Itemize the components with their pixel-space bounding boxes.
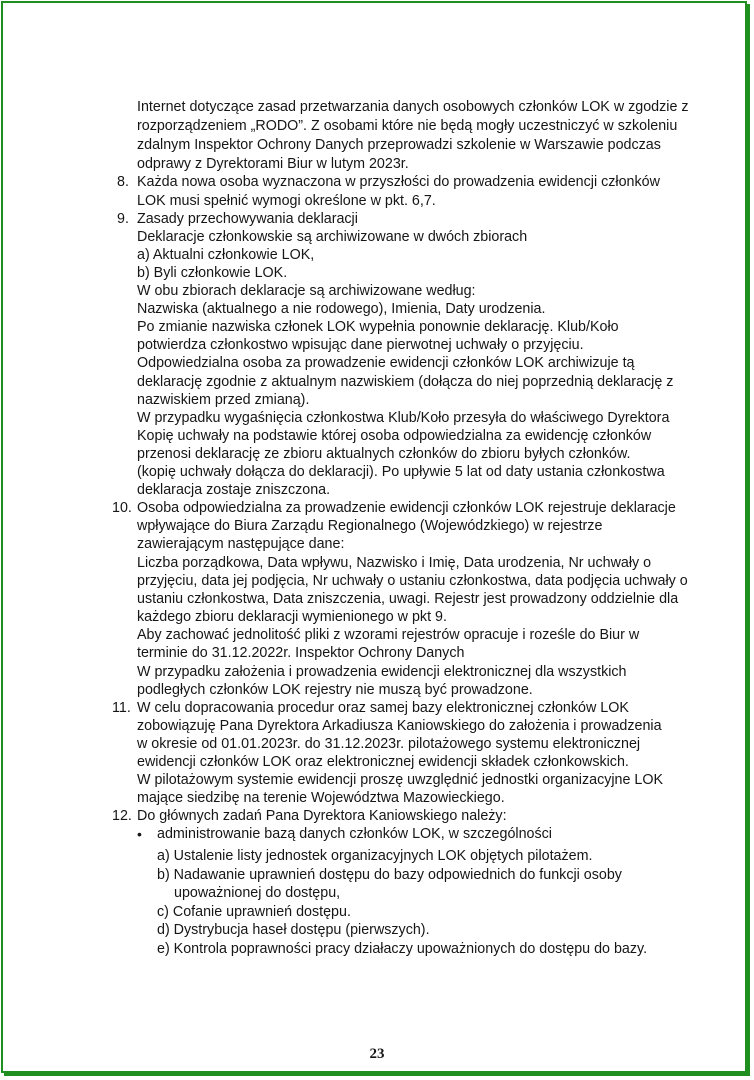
text-line: W przypadku założenia i prowadzenia ewidencji elektronicznej dla wszystkich (137, 664, 627, 680)
list-item: a) Aktualni członkowie LOK, (137, 247, 315, 263)
text-line: Aby zachować jednolitość pliki z wzorami rejestrów opracuje i roześle do Biur w (137, 627, 640, 643)
item-number-8: 8. (117, 174, 129, 190)
text-line: mające siedzibę na terenie Województwa Mazowieckiego. (137, 790, 505, 806)
text-line: W obu zbiorach deklaracje są archiwizowane według: (137, 283, 476, 299)
section-heading: Zasady przechowywania deklaracji (137, 211, 358, 227)
text-line: deklarację zgodnie z aktualnym nazwiskiem (dołącza do niej poprzednią deklarację z (137, 374, 674, 390)
text-line: potwierdza członkostwo wpisując dane pierwotnej uchwały o przyjęciu. (137, 337, 584, 353)
text-line: zobowiązuję Pana Dyrektora Arkadiusza Kaniowskiego do założenia i prowadzenia (137, 718, 662, 734)
text-line: wpływające do Biura Zarządu Regionalnego (Wojewódzkiego) w rejestrze (137, 518, 603, 534)
text-line: Osoba odpowiedzialna za prowadzenie ewidencji członków LOK rejestruje deklaracje (137, 500, 676, 516)
text-line: rozporządzeniem „RODO”. Z osobami które nie będą mogły uczestniczyć w szkoleniu (137, 118, 678, 134)
text-line: ewidencji członków LOK oraz elektronicznej ewidencji składek członkowskich. (137, 754, 629, 770)
page-number: 23 (369, 1046, 385, 1062)
text-line: Odpowiedzialna osoba za prowadzenie ewidencji członków LOK archiwizuje tą (137, 355, 635, 371)
text-line: Do głównych zadań Pana Dyrektora Kaniowskiego należy: (137, 808, 507, 824)
text-line: Deklaracje członkowskie są archiwizowane w dwóch zbiorach (137, 229, 528, 245)
text-line: nazwiskiem przed zmianą). (137, 392, 310, 408)
text-line: Kopię uchwały na podstawie której osoba odpowiedzialna za ewidencję członków (137, 428, 652, 444)
text-line: Liczba porządkowa, Data wpływu, Nazwisko i Imię, Data urodzenia, Nr uchwały o (137, 555, 652, 571)
list-item: c) Cofanie uprawnień dostępu. (157, 904, 351, 920)
text-line: deklaracja zostaje zniszczona. (137, 482, 331, 498)
text-line: W przypadku wygaśnięcia członkostwa Klub/Koło przesyła do właściwego Dyrektora (137, 410, 670, 426)
text-line: w okresie od 01.01.2023r. do 31.12.2023r. pilotażowego systemu elektronicznej (137, 736, 641, 752)
text-line: Internet dotyczące zasad przetwarzania danych osobowych członków LOK w zgodzie z (137, 99, 689, 115)
text-line: Nazwiska (aktualnego a nie rodowego), Imienia, Daty urodzenia. (137, 301, 546, 317)
list-item: e) Kontrola poprawności pracy działaczy upoważnionych do dostępu do bazy. (157, 941, 648, 957)
text-line: W celu dopracowania procedur oraz samej bazy elektronicznej członków LOK (137, 700, 629, 716)
text-line: Każda nowa osoba wyznaczona w przyszłości do prowadzenia ewidencji członków (137, 174, 660, 190)
item-number-10: 10. (112, 500, 132, 516)
item-number-11: 11. (112, 700, 131, 716)
text-line: (kopię uchwały dołącza do deklaracji). Po upływie 5 lat od daty ustania członkostwa (137, 464, 665, 480)
text-line: podległych członków LOK rejestry nie muszą być prowadzone. (137, 682, 533, 698)
text-line: każdego zbioru deklaracji wymienionego w pkt 9. (137, 609, 447, 625)
text-line: W pilotażowym systemie ewidencji proszę uwzględnić jednostki organizacyjne LOK (137, 772, 664, 788)
text-line: zdalnym Inspektor Ochrony Danych przeprowadzi szkolenie w Warszawie podczas (137, 137, 661, 153)
item-number-9: 9. (117, 211, 129, 227)
list-item: b) Nadawanie uprawnień dostępu do bazy odpowiednich do funkcji osoby (157, 867, 622, 883)
text-line: odprawy z Dyrektorami Biur w lutym 2023r. (137, 156, 409, 172)
bullet-icon: • (137, 826, 142, 842)
text-line: terminie do 31.12.2022r. Inspektor Ochrony Danych (137, 645, 465, 661)
item-number-12: 12. (112, 808, 132, 824)
list-item: upoważnionej do dostępu, (174, 885, 341, 901)
text-line: ustaniu członkostwa, Data zniszczenia, uwagi. Rejestr jest prowadzony oddzielnie dla (137, 591, 679, 607)
list-item: administrowanie bazą danych członków LOK, w szczególności (157, 826, 552, 842)
list-item: b) Byli członkowie LOK. (137, 265, 288, 281)
list-item: a) Ustalenie listy jednostek organizacyjnych LOK objętych pilotażem. (157, 848, 593, 864)
list-item: d) Dystrybucja haseł dostępu (pierwszych). (157, 922, 430, 938)
text-line: przenosi deklarację ze zbioru aktualnych członków do zbioru byłych członków. (137, 446, 631, 462)
text-line: przyjęciu, data jej podjęcia, Nr uchwały o ustaniu członkostwa, data podjęcia uchwały o (137, 573, 688, 589)
text-line: Po zmianie nazwiska członek LOK wypełnia ponownie deklarację. Klub/Koło (137, 319, 619, 335)
text-line: LOK musi spełnić wymogi określone w pkt. 6,7. (137, 193, 436, 209)
text-line: zawierającym następujące dane: (137, 536, 345, 552)
